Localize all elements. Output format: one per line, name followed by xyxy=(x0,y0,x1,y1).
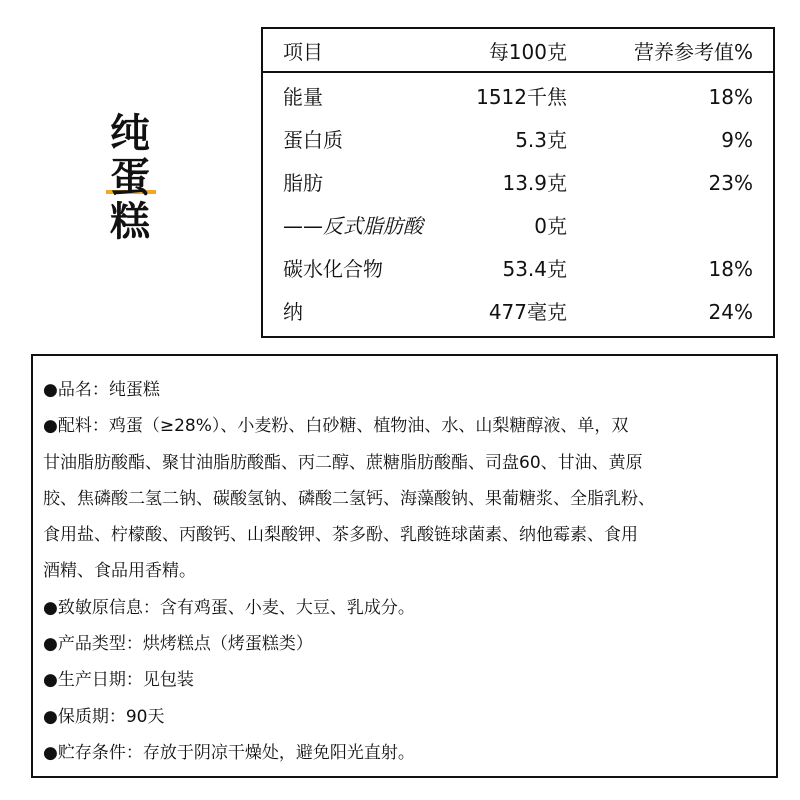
row-per100g: 13.9克 xyxy=(502,171,567,195)
row-per100g: 0克 xyxy=(534,214,567,238)
header-item: 项目 xyxy=(283,40,323,64)
info-line: ●生产日期：见包装 xyxy=(43,670,194,691)
row-nrv: 9% xyxy=(721,128,753,152)
product-name-char: 糕 xyxy=(110,199,150,245)
info-line: 甘油脂肪酸酯、聚甘油脂肪酸酯、丙二醇、蔗糖脂肪酸酯、司盘60、甘油、黄原 xyxy=(43,452,643,473)
row-per100g: 1512千焦 xyxy=(476,85,567,109)
row-item: 能量 xyxy=(283,85,323,109)
header-per100g: 每100克 xyxy=(488,40,567,64)
info-line: ●产品类型：烘烤糕点（烤蛋糕类） xyxy=(43,634,313,655)
nutrition-row xyxy=(263,254,773,284)
info-line: ●致敏原信息：含有鸡蛋、小麦、大豆、乳成分。 xyxy=(43,597,415,618)
info-line: 胶、焦磷酸二氢二钠、碳酸氢钠、磷酸二氢钙、海藻酸钠、果葡糖浆、全脂乳粉、 xyxy=(43,488,655,509)
info-line: 酒精、食品用香精。 xyxy=(43,561,196,582)
nutrition-facts-table xyxy=(261,27,775,338)
row-nrv: 18% xyxy=(708,85,753,109)
product-name-char: 纯 xyxy=(110,111,150,157)
row-per100g: 53.4克 xyxy=(502,257,567,281)
row-item: 脂肪 xyxy=(283,171,323,195)
row-item: ——反式脂肪酸 xyxy=(283,214,423,238)
nutrition-row xyxy=(263,211,773,241)
nutrition-row xyxy=(263,125,773,155)
row-item: 纳 xyxy=(283,300,303,324)
nutrition-row xyxy=(263,82,773,112)
product-info-box xyxy=(31,354,778,778)
row-per100g: 5.3克 xyxy=(515,128,567,152)
row-nrv: 23% xyxy=(708,171,753,195)
row-per100g: 477毫克 xyxy=(488,300,567,324)
info-line: ●贮存条件：存放于阴凉干燥处，避免阳光直射。 xyxy=(43,742,415,763)
info-line: ●配料：鸡蛋（≥28%）、小麦粉、白砂糖、植物油、水、山梨糖醇液、单，双 xyxy=(43,416,629,437)
product-name xyxy=(100,112,160,244)
row-nrv: 18% xyxy=(708,257,753,281)
nutrition-row xyxy=(263,297,773,327)
row-item: 蛋白质 xyxy=(283,128,343,152)
nutrition-header-row xyxy=(263,37,773,67)
header-nrv: 营养参考值% xyxy=(633,40,753,64)
row-item: 碳水化合物 xyxy=(283,257,383,281)
nutrition-row xyxy=(263,168,773,198)
header-divider xyxy=(263,71,773,73)
info-line: ●品名：纯蛋糕 xyxy=(43,380,160,400)
info-line: ●保质期：90天 xyxy=(43,706,165,727)
product-info-text xyxy=(43,372,771,771)
info-line: 食用盐、柠檬酸、丙酸钙、山梨酸钾、茶多酚、乳酸链球菌素、纳他霉素、食用 xyxy=(43,525,638,546)
row-nrv: 24% xyxy=(708,300,753,324)
product-name-char: 蛋 xyxy=(110,155,150,201)
